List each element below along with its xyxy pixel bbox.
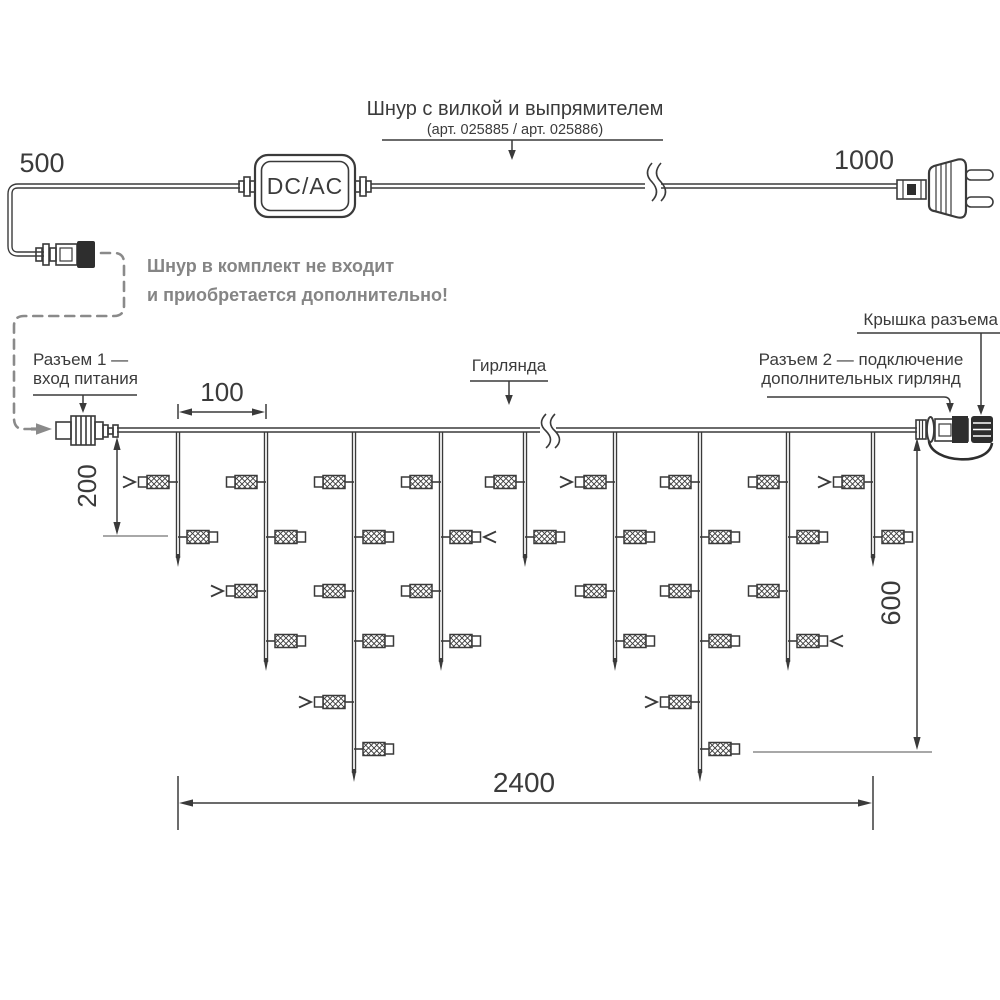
led-bulb-icon bbox=[700, 635, 740, 648]
dim-600-value: 600 bbox=[876, 580, 906, 626]
garland-label-callout bbox=[470, 356, 548, 405]
drop-tip bbox=[786, 660, 790, 671]
led-bulb-icon bbox=[211, 585, 266, 598]
connector-2 bbox=[916, 416, 993, 459]
cap-label: Крышка разъема bbox=[863, 310, 998, 329]
icicle-drop bbox=[299, 429, 394, 782]
not-included-dashed-path bbox=[14, 253, 124, 435]
flash-arrow-icon bbox=[645, 697, 657, 708]
connector1-label-line2: вход питания bbox=[33, 369, 138, 388]
flash-arrow-icon bbox=[484, 532, 496, 543]
cord-subtitle: (арт. 025885 / арт. 025886) bbox=[426, 122, 604, 138]
icicle-drop bbox=[749, 429, 844, 671]
icicle-drop bbox=[123, 429, 218, 567]
led-bulb-icon bbox=[576, 585, 616, 598]
led-bulb-icon bbox=[266, 635, 306, 648]
connector2-label-line2: дополнительных гирлянд bbox=[761, 369, 961, 388]
icicle-drop bbox=[211, 429, 306, 671]
drop-tip bbox=[352, 771, 356, 782]
led-bulb-icon bbox=[661, 585, 701, 598]
led-bulb-icon bbox=[645, 696, 700, 709]
cord-title-callout bbox=[367, 98, 664, 160]
led-bulb-icon bbox=[178, 531, 218, 544]
note-line-2: и приобретается дополнительно! bbox=[147, 285, 448, 305]
led-bulb-icon bbox=[299, 696, 354, 709]
icicle-drop bbox=[560, 429, 655, 671]
led-bulb-icon bbox=[266, 531, 306, 544]
cord-title: Шнур с вилкой и выпрямителем bbox=[366, 98, 664, 120]
dim-2400-value: 2400 bbox=[492, 767, 556, 798]
drop-tip bbox=[871, 556, 875, 567]
cap-tether-cable bbox=[929, 441, 992, 459]
dcac-label: DC/AC bbox=[266, 173, 344, 199]
dim-200-value: 200 bbox=[72, 464, 102, 508]
connector-cap bbox=[971, 416, 993, 443]
led-bulb-icon bbox=[749, 476, 789, 489]
garland-label: Гирлянда bbox=[471, 356, 547, 375]
led-bulb-icon bbox=[560, 476, 615, 489]
led-bulb-icon bbox=[441, 635, 481, 648]
flash-arrow-icon bbox=[299, 697, 311, 708]
note-text bbox=[147, 256, 448, 305]
led-bulb-icon bbox=[788, 531, 828, 544]
connector1-label-callout bbox=[33, 350, 138, 413]
icicle-drop bbox=[818, 429, 913, 567]
led-bulb-icon bbox=[402, 476, 442, 489]
led-bulb-icon bbox=[818, 476, 873, 489]
flash-arrow-icon bbox=[560, 477, 572, 488]
led-bulb-icon bbox=[315, 585, 355, 598]
dimension-100 bbox=[178, 377, 266, 419]
connector2-label-callout bbox=[759, 350, 964, 413]
drop-tip bbox=[613, 660, 617, 671]
drop-tip bbox=[698, 771, 702, 782]
cable-break-icon bbox=[645, 163, 666, 201]
drop-tip bbox=[264, 660, 268, 671]
led-bulb-icon bbox=[661, 476, 701, 489]
led-bulb-icon bbox=[749, 585, 789, 598]
led-bulb-icon bbox=[700, 531, 740, 544]
drop-tip bbox=[439, 660, 443, 671]
led-bulb-icon bbox=[615, 635, 655, 648]
led-bulb-icon bbox=[441, 531, 496, 544]
power-input-plug-connector bbox=[36, 241, 95, 268]
note-line-1: Шнур в комплект не входит bbox=[147, 256, 395, 276]
led-bulb-icon bbox=[486, 476, 526, 489]
led-bulb-icon bbox=[123, 476, 178, 489]
led-bulb-icon bbox=[315, 476, 355, 489]
led-bulb-icon bbox=[788, 635, 843, 648]
connector-1 bbox=[56, 416, 118, 445]
led-bulb-icon bbox=[354, 635, 394, 648]
led-bulb-icon bbox=[402, 585, 442, 598]
flash-arrow-icon bbox=[818, 477, 830, 488]
drop-tip bbox=[176, 556, 180, 567]
flash-arrow-icon bbox=[831, 636, 843, 647]
dimension-2400 bbox=[178, 767, 873, 830]
led-bulb-icon bbox=[700, 743, 740, 756]
connector2-label-line1: Разъем 2 — подключение bbox=[758, 350, 964, 369]
icicle-drop bbox=[402, 429, 497, 671]
icicle-drop bbox=[486, 429, 565, 567]
dim-100-value: 100 bbox=[200, 377, 244, 407]
mains-plug bbox=[897, 157, 993, 220]
dim-500-value: 500 bbox=[19, 148, 65, 178]
led-bulb-icon bbox=[525, 531, 565, 544]
led-bulb-icon bbox=[354, 743, 394, 756]
flash-arrow-icon bbox=[211, 586, 223, 597]
led-bulb-icon bbox=[227, 476, 267, 489]
connector1-label-line1: Разъем 1 — bbox=[33, 350, 129, 369]
dcac-converter-box bbox=[239, 155, 371, 217]
led-bulb-icon bbox=[873, 531, 913, 544]
led-bulb-icon bbox=[615, 531, 655, 544]
garland-assembly bbox=[33, 310, 1000, 830]
flash-arrow-icon bbox=[123, 477, 135, 488]
icicle-drop bbox=[645, 429, 740, 782]
dim-1000-value: 1000 bbox=[833, 145, 895, 175]
drop-tip bbox=[523, 556, 527, 567]
icicle-drops bbox=[123, 429, 913, 782]
led-bulb-icon bbox=[354, 531, 394, 544]
